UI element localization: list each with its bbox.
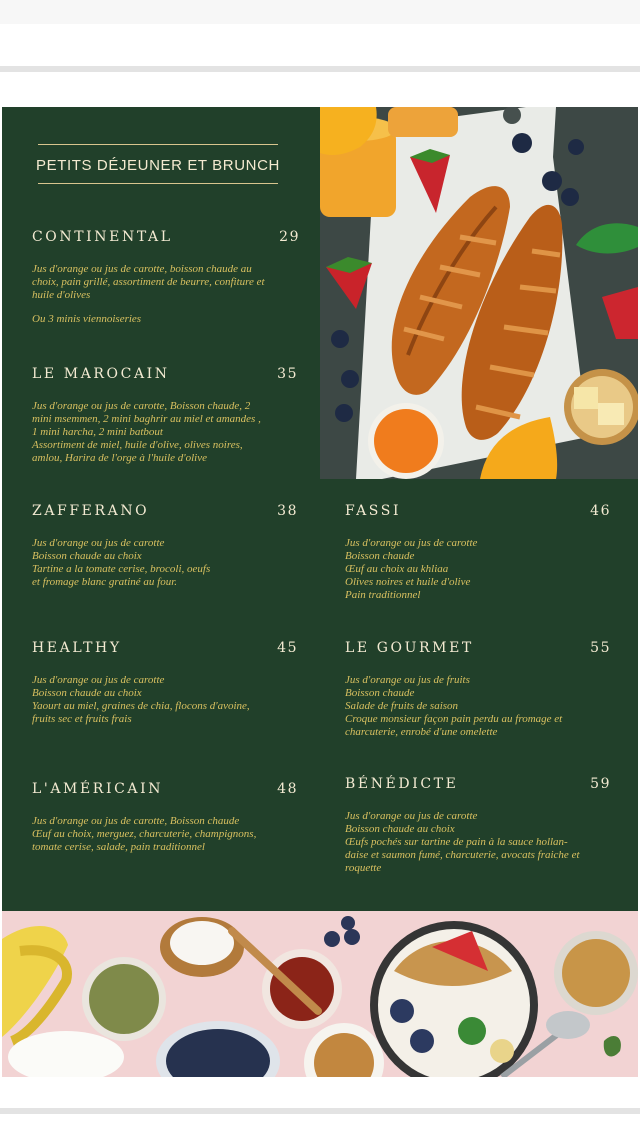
description-line: Œufs pochés sur tartine de pain à la sauce hollan- (345, 836, 568, 848)
item-title: HEALTHY (32, 640, 122, 656)
item-price: 45 (277, 640, 298, 656)
menu-item-continental[interactable] (32, 229, 300, 339)
menu-item-l-americain[interactable] (32, 781, 298, 861)
description-line: roquette (345, 862, 382, 874)
description-line: Jus d'orange ou jus de carotte (345, 537, 478, 549)
description-line: Œuf au choix au khliaa (345, 563, 449, 575)
item-price: 38 (277, 503, 298, 519)
description-line: choix, pain grillé, assortiment de beurre, confiture et (32, 276, 265, 288)
description-line: Croque monsieur façon pain perdu au fromage et (345, 713, 563, 725)
description-line: fruits sec et fruits frais (32, 713, 132, 725)
item-price: 55 (590, 640, 611, 656)
description-line: Boisson chaude (345, 550, 415, 562)
menu-item-fassi[interactable] (345, 503, 611, 603)
description-line: Tartine a la tomate cerise, brocoli, oeufs (32, 563, 211, 575)
description-line: Boisson chaude au choix (32, 550, 142, 562)
item-title: LE MAROCAIN (32, 366, 170, 382)
description-line: Boisson chaude (345, 687, 415, 699)
description-line: Boisson chaude au choix (345, 823, 455, 835)
description-line: amlou, Harira de l'orge à l'huile d'olive (32, 452, 207, 464)
item-description (32, 815, 256, 854)
bottom-divider (0, 1108, 640, 1114)
description-line: Jus d'orange ou jus de carotte, Boisson chaude (32, 815, 240, 827)
item-title: FASSI (345, 503, 402, 519)
description-line: Jus d'orange ou jus de carotte (32, 674, 165, 686)
item-description (32, 400, 261, 465)
description-line: Jus d'orange ou jus de carotte (32, 537, 165, 549)
top-bar (0, 0, 640, 24)
menu-item-healthy[interactable] (32, 640, 298, 730)
menu-item-zafferano[interactable] (32, 503, 298, 593)
item-description (345, 537, 477, 602)
description-line: Boisson chaude au choix (32, 687, 142, 699)
menu-heading: PETITS DÉJEUNER ET BRUNCH (36, 157, 280, 174)
item-description (32, 263, 265, 302)
healthy-breakfast-photo (2, 911, 638, 1077)
description-line: mini msemmen, 2 mini baghrir au miel et amandes , (32, 413, 261, 425)
description-line: Œuf au choix, merguez, charcuterie, champignons, (32, 828, 257, 840)
description-line: tomate cerise, salade, pain traditionnel (32, 841, 205, 853)
menu-item-benedicte[interactable] (345, 776, 611, 876)
item-title: L'AMÉRICAIN (32, 781, 164, 797)
item-description (345, 674, 562, 739)
item-title: LE GOURMET (345, 640, 474, 656)
menu-item-le-marocain[interactable] (32, 366, 298, 466)
description-line: Yaourt au miel, graines de chia, flocons d'avoine, (32, 700, 250, 712)
description-line: Jus d'orange ou jus de carotte, Boisson chaude, 2 (32, 400, 251, 412)
item-title: CONTINENTAL (32, 229, 173, 245)
description-line: Assortiment de miel, huile d'olive, olives noires, (32, 439, 243, 451)
description-line: Jus d'orange ou jus de carotte (345, 810, 478, 822)
item-description (345, 810, 580, 875)
item-price: 59 (590, 776, 611, 792)
item-title: BÉNÉDICTE (345, 776, 459, 792)
menu-item-le-gourmet[interactable] (345, 640, 611, 740)
item-description (32, 674, 250, 726)
description-line: Jus d'orange ou jus de fruits (345, 674, 470, 686)
description-line: huile d'olives (32, 289, 91, 301)
croissant-breakfast-photo (320, 107, 638, 479)
description-line: Jus d'orange ou jus de carotte, boisson chaude au (32, 263, 252, 275)
item-price: 29 (279, 229, 300, 245)
description-line: 1 mini harcha, 2 mini batbout (32, 426, 163, 438)
item-option: Ou 3 minis viennoiseries (32, 313, 142, 325)
item-description (32, 537, 210, 589)
item-title: ZAFFERANO (32, 503, 150, 519)
item-price: 48 (277, 781, 298, 797)
heading-rule-bottom (38, 183, 278, 184)
description-line: Olives noires et huile d'olive (345, 576, 471, 588)
heading-rule-top (38, 144, 278, 145)
description-line: et fromage blanc gratiné au four. (32, 576, 178, 588)
description-line: Salade de fruits de saison (345, 700, 459, 712)
description-line: charcuterie, enrobé d'une omelette (345, 726, 498, 738)
top-divider (0, 66, 640, 72)
description-line: daise et saumon fumé, charcuterie, avocats fraiche et (345, 849, 580, 861)
item-price: 46 (590, 503, 611, 519)
item-price: 35 (277, 366, 298, 382)
description-line: Pain traditionnel (345, 589, 421, 601)
